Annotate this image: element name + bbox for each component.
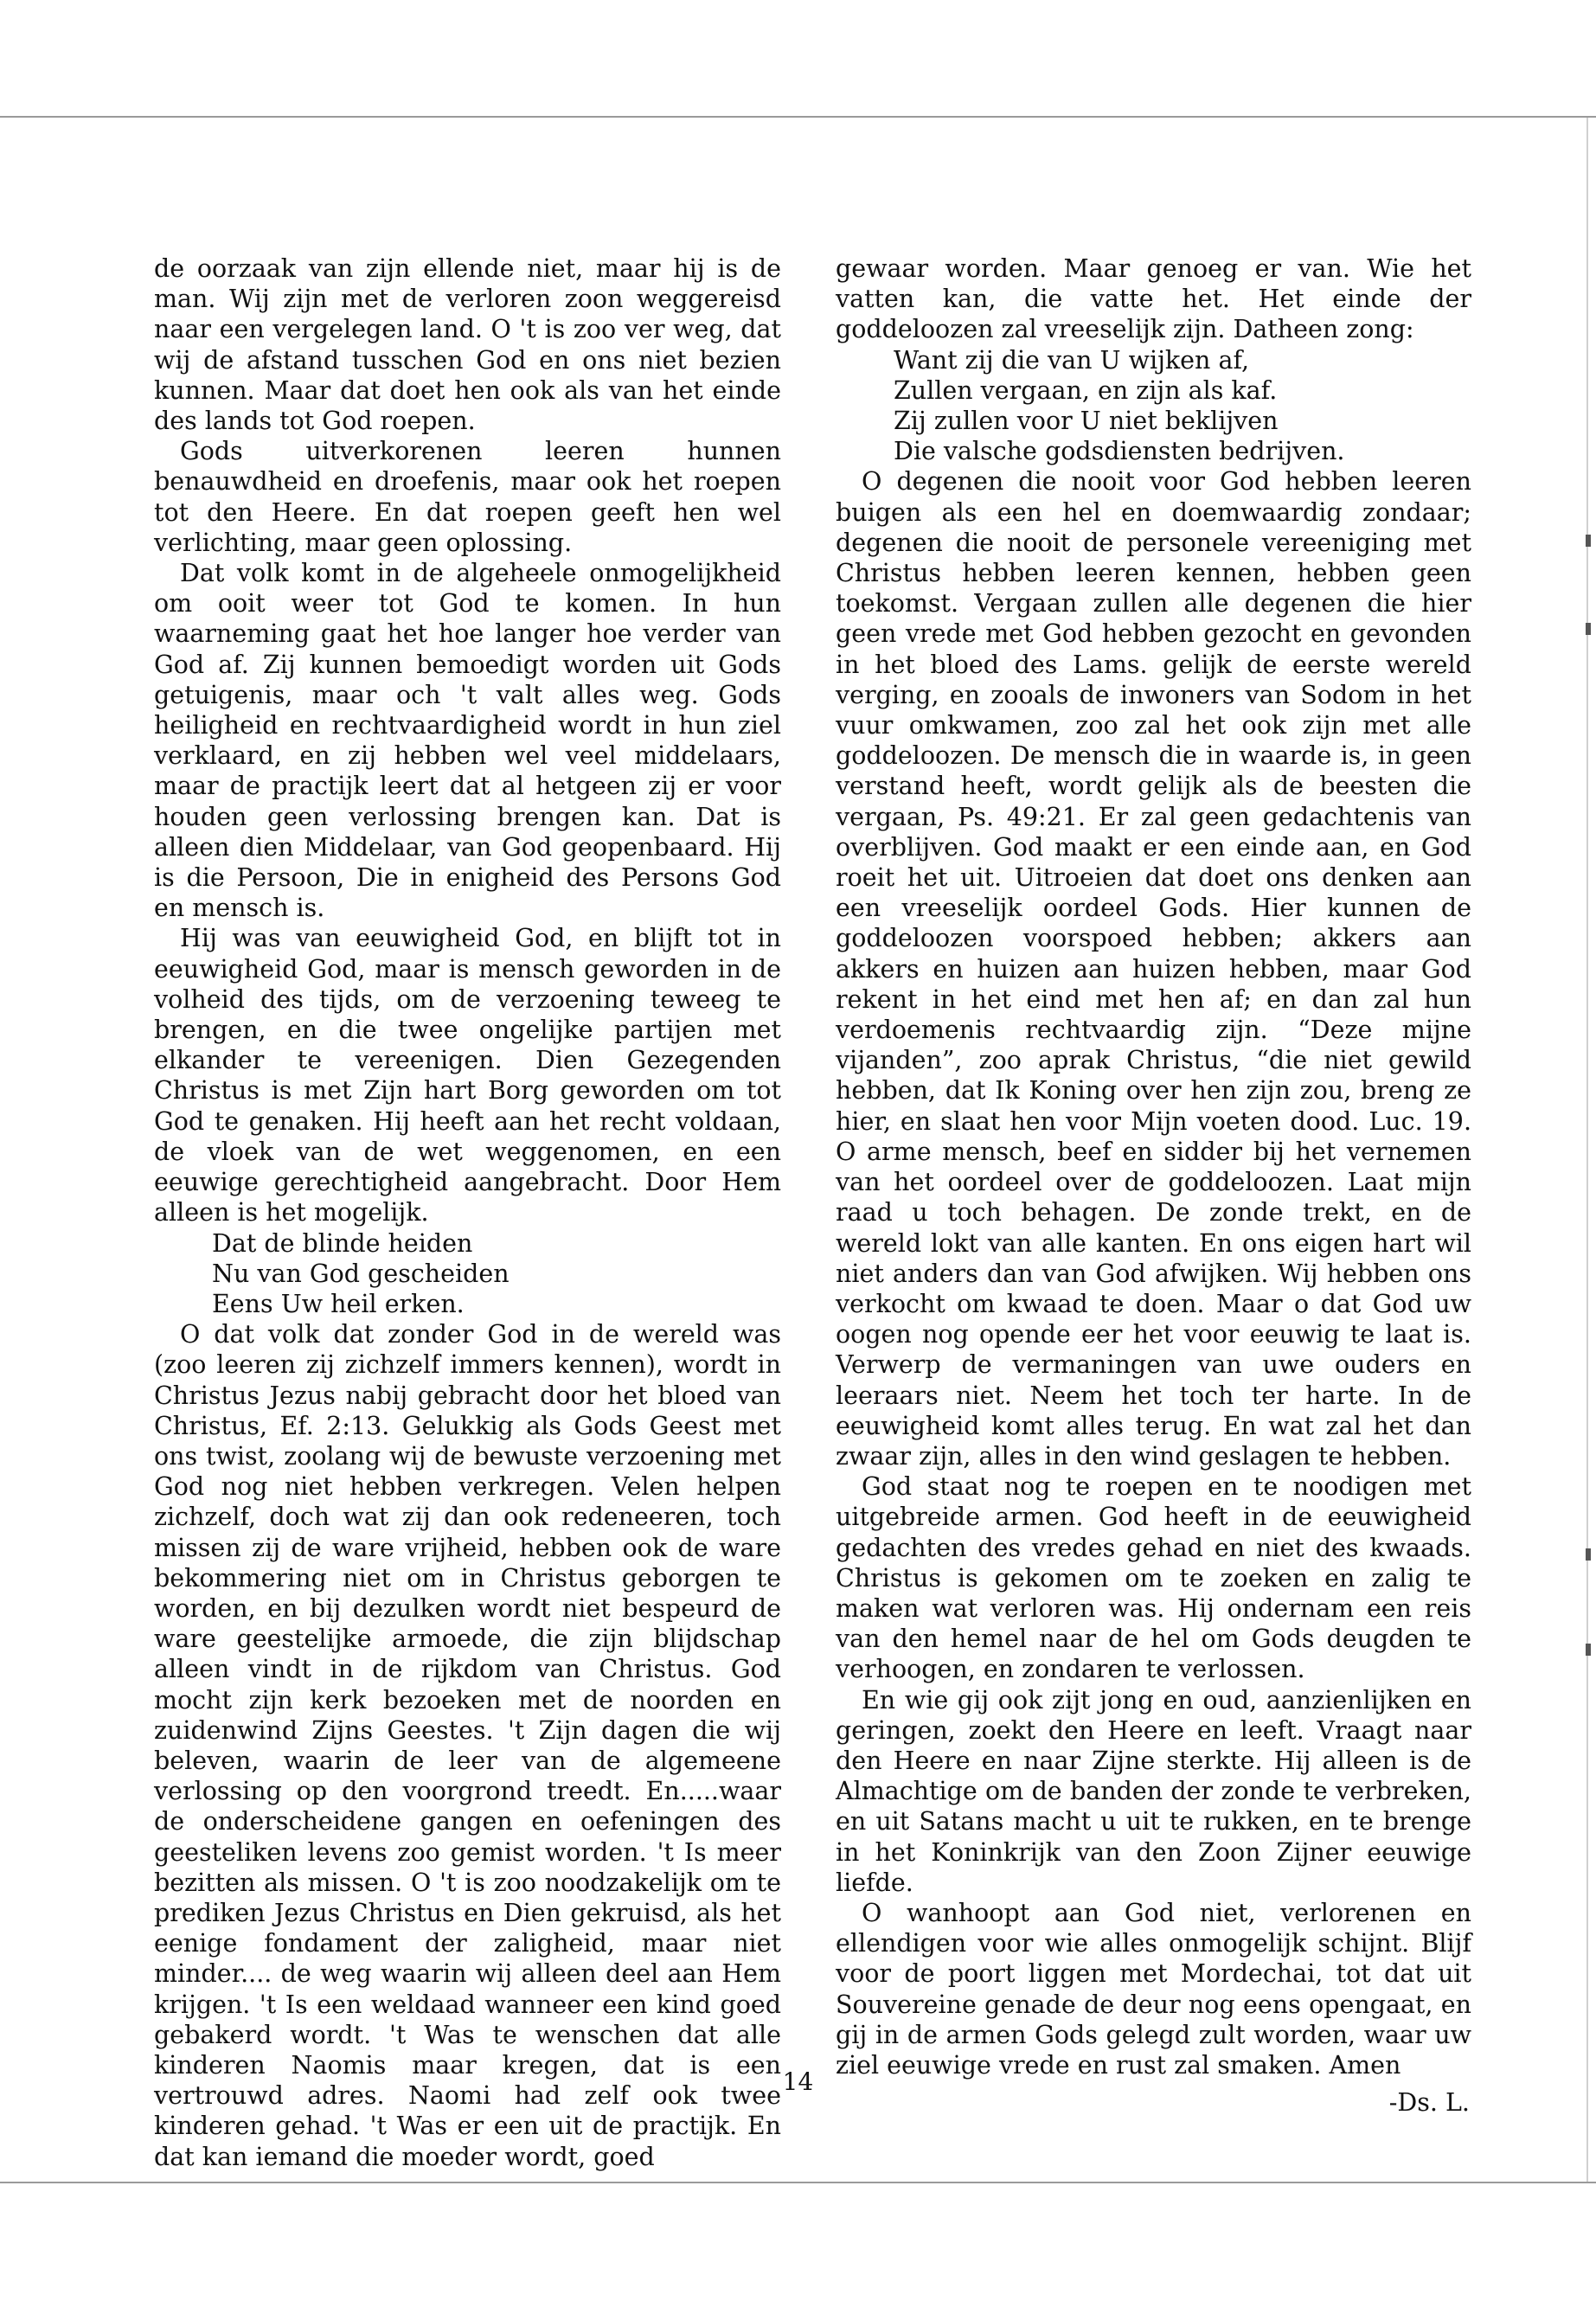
verse-quote (894, 345, 1471, 467)
verse-line: Nu van God gescheiden (212, 1259, 510, 1288)
author-signature: -Ds. L. (1388, 2088, 1470, 2118)
edge-mark (1586, 1644, 1591, 1656)
right-column (836, 253, 1471, 2118)
paragraph: O degenen die nooit voor God hebben leeren buigen als een hel en doemwaardig zondaar; degenen die nooit de personele vereeniging met Christus hebben leeren kennen, hebben geen toekomst. Vergaan zullen alle degenen die hier geen vrede met God hebben gezocht en gevonden in het bloed des Lams. gelijk de eerste wereld verging, en zooals de inwoners van Sodom in het vuur omkwamen, zoo zal het ook zijn met alle goddeloozen. De mensch die in waarde is, in geen verstand heeft, wordt gelijk als de beesten die vergaan, Ps. 49:21. Er zal geen gedachtenis van overblijven. God maakt er een einde aan, en God roeit het uit. Uitroeien dat doet ons denken aan een vreeselijk oordeel Gods. Hier kunnen de goddeloozen voorspoed hebben; akkers aan akkers en huizen aan huizen hebben, maar God rekent in het eind met hen af; en dan zal hun verdoemenis rechtvaardig zijn. “Deze mijne vijanden”, zoo aprak Christus, “die niet gewild hebben, dat Ik Koning over hen zijn zou, breng ze hier, en slaat hen voor Mijn voeten dood. Luc. 19. O arme mensch, beef en sidder bij het vernemen van het oordeel over de goddeloozen. Laat mijn raad u toch behagen. De zonde trekt, en de wereld lokt van alle kanten. En ons eigen hart wil niet anders dan van God afwijken. Wij hebben ons verkocht om kwaad te doen. Maar o dat God uw oogen nog opende eer het voor eeuwig te laat is. Verwerp de vermaningen van uwe ouders en leeraars niet. Neem het toch ter harte. In de eeuwigheid komt alles terug. En wat zal het dan zwaar zijn, alles in den wind geslagen te hebben. (836, 467, 1471, 1471)
paragraph: God staat nog te roepen en te noodigen met uitgebreide armen. God heeft in de eeuwigheid gedachten des vredes gehad en niet des kwaads. Christus is gekomen om te zoeken en zalig te maken wat verloren was. Hij ondernam een reis van den hemel naar de hel om Gods deugden te verhoogen, en zondaren te verlossen. (836, 1472, 1471, 1684)
verse-line: Eens Uw heil erken. (212, 1289, 465, 1318)
paragraph: O wanhoopt aan God niet, verlorenen en ellendigen voor wie alles onmogelijk schijnt. Blijf voor de poort liggen met Mordechai, tot dat uit Souvereine genade de deur nog eens opengaat, en gij in de armen Gods gelegd zult worden, waar uw ziel eeuwige vrede en rust zal smaken. Amen (836, 1898, 1471, 2080)
paragraph: Hij was van eeuwigheid God, en blijft tot in eeuwigheid God, maar is mensch geworden in de volheid des tijds, om de verzoening teweeg te brengen, en die twee ongelijke partijen met elkander te vereenigen. Dien Gezegenden Christus is met Zijn hart Borg geworden om tot God te genaken. Hij heeft aan het recht voldaan, de vloek van de wet weggenomen, en een eeuwige gerechtigheid aangebracht. Door Hem alleen is het mogelijk. (154, 924, 781, 1227)
paragraph: Dat volk komt in de algeheele onmogelijkheid om ooit weer tot God te komen. In hun waarneming gaat het hoe langer hoe verder van God af. Zij kunnen bemoedigt worden uit Gods getuigenis, maar och 't valt alles weg. Gods heiligheid en rechtvaardigheid wordt in hun ziel verklaard, en zij hebben wel veel middelaars, maar de practijk leert dat al hetgeen zij er voor houden geen verlossing brengen kan. Dat is alleen dien Middelaar, van God geopenbaard. Hij is die Persoon, Die in enigheid des Persons God en mensch is. (154, 559, 781, 923)
scan-top-edge (0, 116, 1596, 118)
verse-line: Die valsche godsdiensten bedrijven. (894, 437, 1345, 466)
verse-quote (212, 1228, 781, 1320)
paragraph: de oorzaak van zijn ellende niet, maar hij is de man. Wij zijn met de verloren zoon weggereisd naar een vergelegen land. O 't is zoo ver weg, dat wij de afstand tusschen God en ons niet bezien kunnen. Maar dat doet hen ook als van het einde des lands tot God roepen. (154, 254, 781, 436)
page-number: 14 (782, 2067, 814, 2096)
verse-line: Zullen vergaan, en zijn als kaf. (894, 375, 1278, 405)
paragraph: O dat volk dat zonder God in de wereld was (zoo leeren zij zichzelf immers kennen), wordt in Christus Jezus nabij gebracht door het bloed van Christus, Ef. 2:13. Gelukkig als Gods Geest met ons twist, zoolang wij de bewuste verzoening met God nog niet hebben verkregen. Velen helpen zichzelf, doch wat zij dan ook redeneeren, toch missen zij de ware vrijheid, hebben ook de ware bekommering niet om in Christus geborgen te worden, en bij dezulken wordt niet bespeurd de ware geestelijke armoede, die zijn blijdschap alleen vindt in de rijkdom van Christus. God mocht zijn kerk bezoeken met de noorden en zuidenwind Zijns Geestes. 't Zijn dagen die wij beleven, waarin de leer van de algemeene verlossing op den voorgrond treedt. En.....waar de onderscheidene gangen en oefeningen des geesteliken levens zoo gemist worden. 't Is meer bezitten als missen. O 't is zoo noodzakelijk om te prediken Jezus Christus en Dien gekruisd, als het eenige fondament der zaligheid, maar niet minder.... de weg waarin wij alleen deel aan Hem krijgen. 't Is een weldaad wanneer een kind goed gebakerd wordt. 't Was te wenschen dat alle kinderen Naomis maar kregen, dat is een vertrouwd adres. Naomi had zelf ook twee kinderen gehad. 't Was er een uit de practijk. En dat kan iemand die moeder wordt, goed (154, 1320, 781, 2171)
edge-mark (1586, 1548, 1591, 1561)
edge-mark (1586, 623, 1591, 635)
left-column (154, 253, 781, 2172)
scan-bottom-edge (0, 2182, 1596, 2183)
verse-line: Want zij die van U wijken af, (894, 345, 1250, 375)
paragraph: gewaar worden. Maar genoeg er van. Wie het vatten kan, die vatte het. Het einde der goddeloozen zal vreeselijk zijn. Datheen zong: (836, 254, 1471, 344)
scan-top-margin (0, 0, 1596, 117)
scan-right-edge (1586, 118, 1588, 2182)
edge-mark (1586, 535, 1591, 547)
verse-line: Zij zullen voor U niet beklijven (894, 407, 1279, 436)
paragraph: Gods uitverkorenen leeren hunnen benauwdheid en droefenis, maar ook het roepen tot den Heere. En dat roepen geeft hen wel verlichting, maar geen oplossing. (154, 437, 781, 557)
paragraph: En wie gij ook zijt jong en oud, aanzienlijken en geringen, zoekt den Heere en leeft. Vraagt naar den Heere en naar Zijne sterkte. Hij alleen is de Almachtige om de banden der zonde te verbreken, en uit Satans macht u uit te rukken, en te brenge in het Koninkrijk van den Zoon Zijner eeuwige liefde. (836, 1685, 1471, 1897)
verse-line: Dat de blinde heiden (212, 1228, 473, 1258)
